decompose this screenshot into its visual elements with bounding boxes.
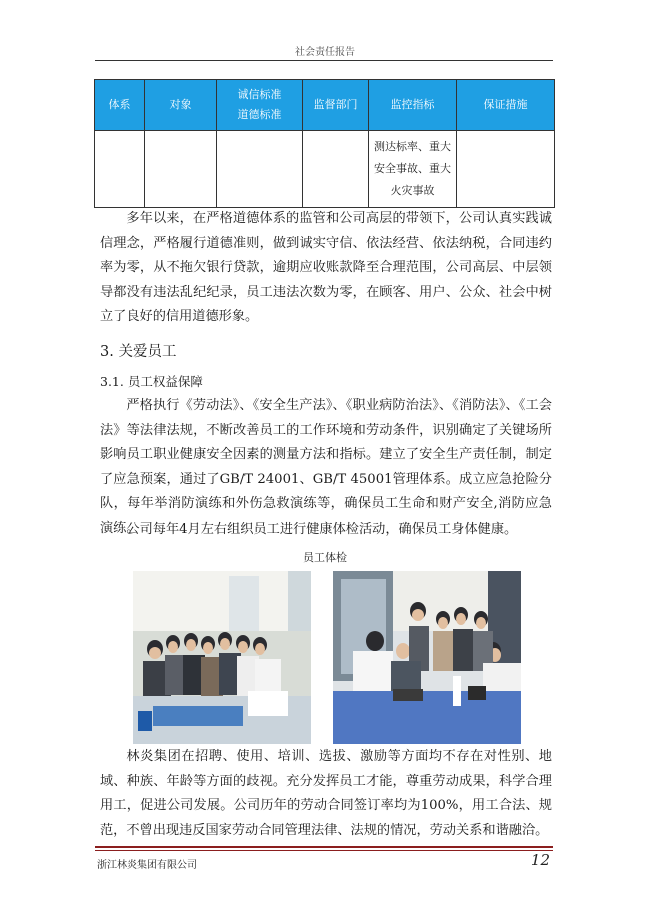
health-check-paragraph: 公司每年4月左右组织员工进行健康体检活动，确保员工身体健康。 [126,522,518,537]
integrity-system-table [94,79,555,208]
subsection-title: 3.1. 员工权益保障 [100,374,203,389]
header-divider [95,60,553,61]
table-header-row [95,80,555,131]
column-header: 监督部门 [303,80,369,131]
table-cell [217,131,303,208]
health-check-photo-right [333,571,521,744]
table-cell [457,131,555,208]
photo-caption: 员工体检 [303,551,347,564]
column-header: 体系 [95,80,145,131]
page-number: 12 [530,851,550,869]
page-header-title: 社会责任报告 [295,47,355,58]
equal-employment-paragraph: 林炎集团在招聘、使用、培训、选拔、激励等方面均不存在对性别、地域、种族、年龄等方面的歧视。充分发挥员工才能，尊重劳动成果，科学合理用工，促进公司发展。公司历年的劳动合同签订率均为100%，用工合法、规范，不曾出现违反国家劳动合同管理法律、法规的情况，劳动关系和谐融洽。 [100,749,552,838]
column-header: 监控指标 [369,80,457,131]
column-header: 诚信标准 道德标准 [217,80,303,131]
table-cell [303,131,369,208]
table-cell [145,131,217,208]
employee-rights-paragraph: 严格执行《劳动法》、《安全生产法》、《职业病防治法》、《消防法》、《工会法》等法律法规，不断改善员工的工作环境和劳动条件，识别确定了关键场所影响员工职业健康安全因素的测量方法和指标。建立了安全生产责任制，制定了应急预案，通过了GB/T 24001、GB/T 45001管理体系。成立应急抢险分队，每年举消防演练和外伤急救演练等，确保员工生命和财产安全,消防应急演练。 [100,398,552,536]
integrity-paragraph: 多年以来，在严格道德体系的监管和公司高层的带领下，公司认真实践诚信理念，严格履行道德准则，做到诚实守信、依法经营、依法纳税，合同违约率为零，从不拖欠银行贷款，逾期应收账款降至合理范围，公司高层、中层领导都没有违法乱纪纪录，员工违法次数为零，在顾客、用户、公众、社会中树立了良好的信用道德形象。 [100,211,552,324]
column-header: 保证措施 [457,80,555,131]
footer-divider [95,846,553,848]
footer-divider-thin [95,850,553,851]
table-cell [95,131,145,208]
footer-company-name: 浙江林炎集团有限公司 [97,860,197,871]
table-row [95,131,555,208]
health-check-photo-left [133,571,311,744]
column-header: 对象 [145,80,217,131]
table-cell: 测达标率、重大 安全事故、重大 火灾事故 [369,131,457,208]
section-title: 3. 关爱员工 [100,344,177,360]
